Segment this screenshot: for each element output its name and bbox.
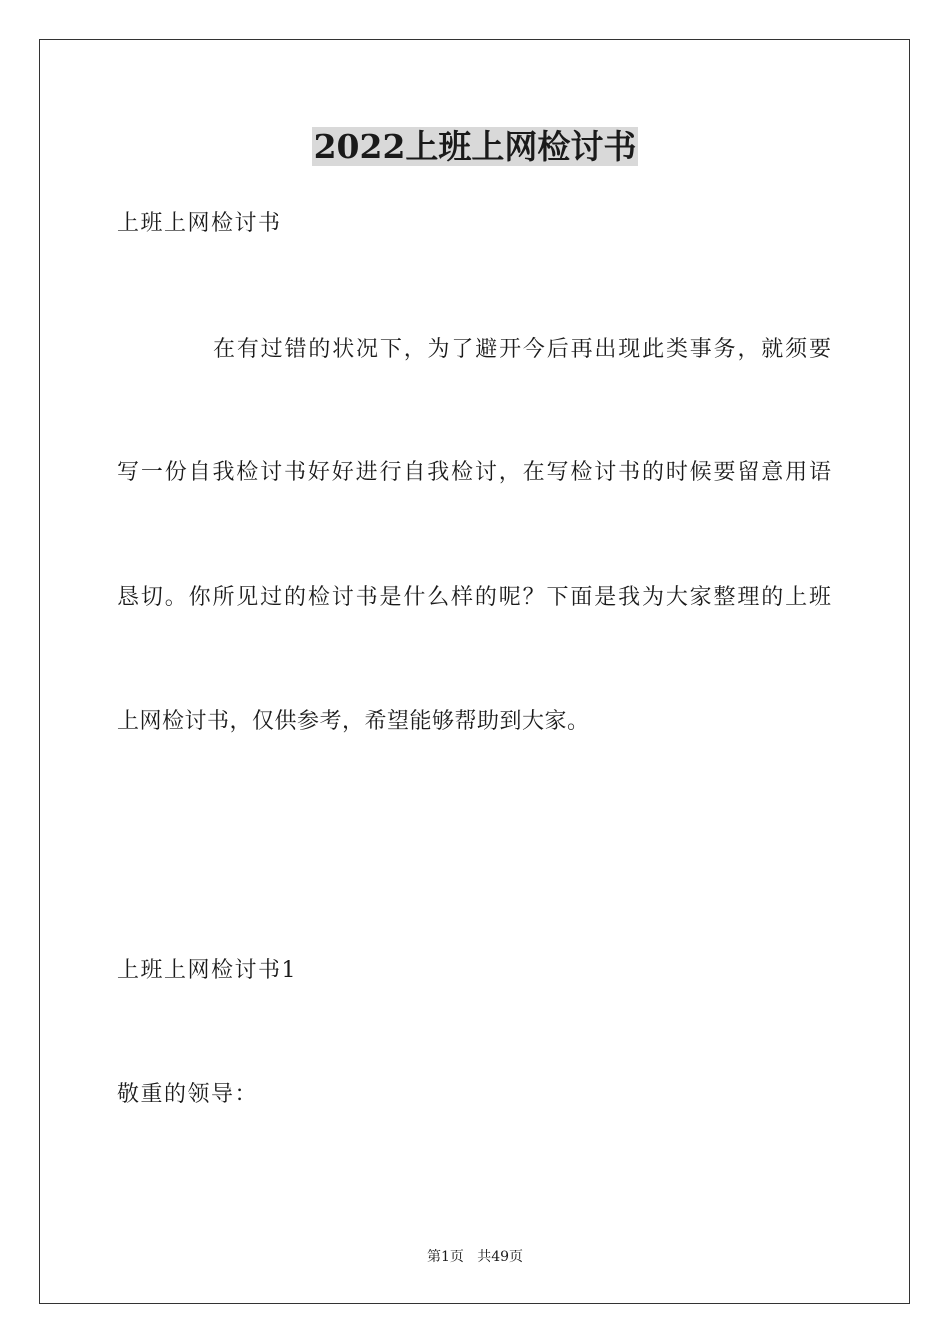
document-title bbox=[0, 124, 950, 170]
paragraph-line: 恳切。你所见过的检讨书是什么样的呢？下面是我为大家整理的上班 bbox=[117, 585, 831, 610]
paragraph-line: 上网检讨书，仅供参考，希望能够帮助到大家。 bbox=[117, 709, 590, 734]
page-footer: 第1页 共49页 bbox=[426, 1249, 524, 1265]
salutation: 敬重的领导： bbox=[117, 1082, 259, 1107]
paragraph-line: 在有过错的状况下，为了避开今后再出现此类事务，就须要 bbox=[213, 337, 831, 362]
section-heading: 上班上网检讨书1 bbox=[117, 958, 297, 983]
document-subtitle: 上班上网检讨书 bbox=[117, 211, 282, 236]
paragraph-line: 写一份自我检讨书好好进行自我检讨，在写检讨书的时候要留意用语 bbox=[117, 460, 831, 485]
document-title-text: 2022上班上网检讨书 bbox=[313, 127, 637, 166]
